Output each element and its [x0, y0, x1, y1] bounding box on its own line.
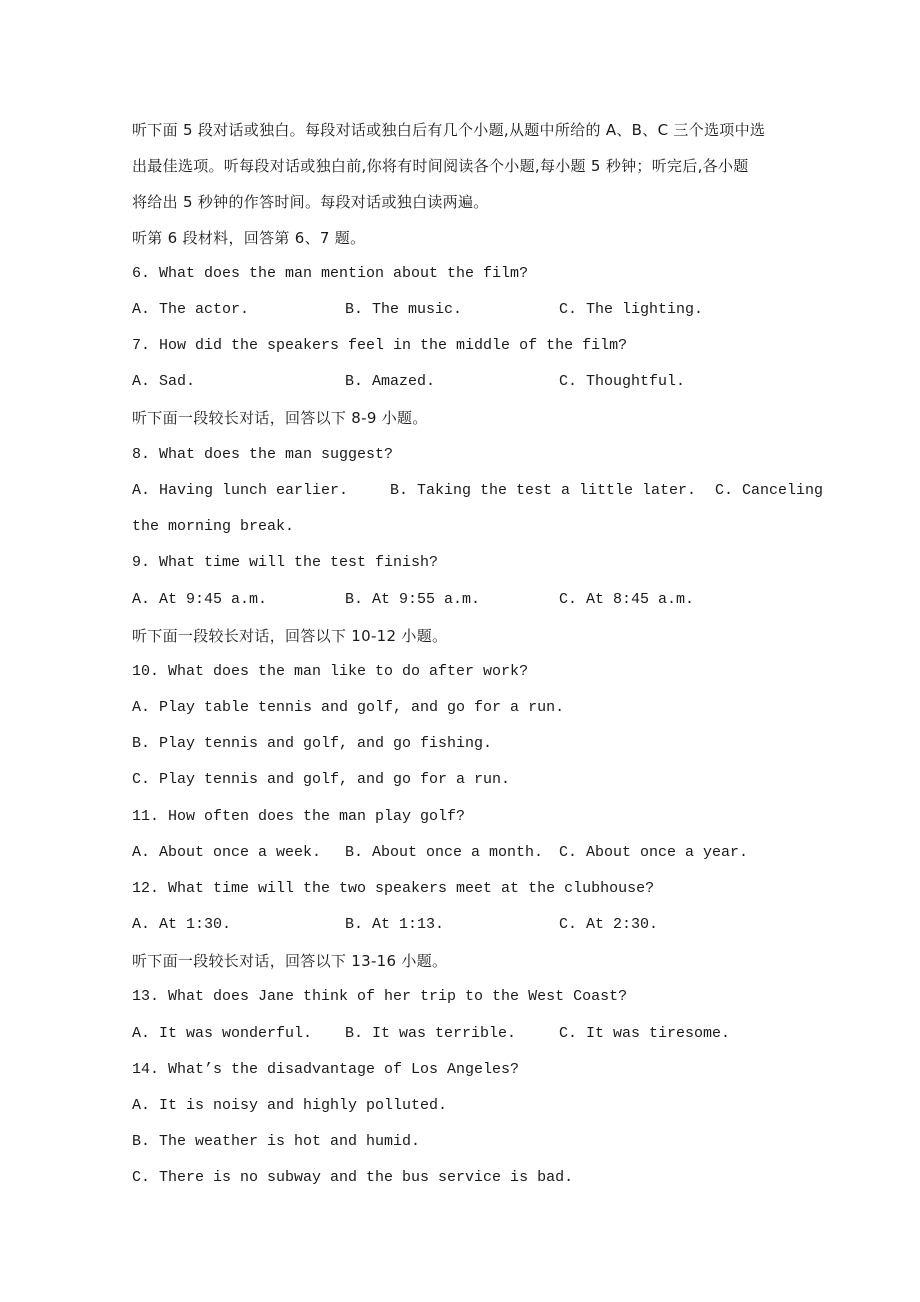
- question-7-option-a: A. Sad.: [132, 373, 196, 390]
- question-8-option-c-continued: the morning break.: [132, 518, 295, 535]
- question-13-option-a: A. It was wonderful.: [132, 1025, 313, 1042]
- question-12: 12. What time will the two speakers meet at the clubhouse?: [132, 880, 655, 897]
- question-14-option-c: C. There is no subway and the bus service is bad.: [132, 1169, 574, 1186]
- question-11-option-c: C. About once a year.: [559, 844, 749, 861]
- question-12-option-a: A. At 1:30.: [132, 916, 232, 933]
- question-6-option-a: A. The actor.: [132, 301, 250, 318]
- question-14-option-b: B. The weather is hot and humid.: [132, 1133, 421, 1150]
- question-14: 14. What’s the disadvantage of Los Angeles?: [132, 1061, 520, 1078]
- question-7: 7. How did the speakers feel in the middle of the film?: [132, 337, 628, 354]
- section-heading-13: 听下面一段较长对话，回答以下 13-16 小题。: [132, 952, 448, 970]
- question-12-option-c: C. At 2:30.: [559, 916, 659, 933]
- question-11: 11. How often does the man play golf?: [132, 808, 466, 825]
- question-11-option-a: A. About once a week.: [132, 844, 322, 861]
- section-heading-8: 听下面一段较长对话，回答以下 8-9 小题。: [132, 409, 428, 427]
- question-8: 8. What does the man suggest?: [132, 446, 394, 463]
- question-11-option-b: B. About once a month.: [345, 844, 544, 861]
- question-13: 13. What does Jane think of her trip to the West Coast?: [132, 988, 628, 1005]
- question-13-option-b: B. It was terrible.: [345, 1025, 517, 1042]
- question-8-option-c: C. Canceling: [715, 482, 824, 499]
- instruction-line-2: 出最佳选项。听每段对话或独白前,你将有时间阅读各个小题,每小题 5 秒钟；听完后,各小题: [132, 157, 749, 175]
- question-9-option-a: A. At 9:45 a.m.: [132, 591, 268, 608]
- question-10-option-c: C. Play tennis and golf, and go for a run.: [132, 771, 511, 788]
- question-9: 9. What time will the test finish?: [132, 554, 439, 571]
- question-9-option-c: C. At 8:45 a.m.: [559, 591, 695, 608]
- question-8-option-b: B. Taking the test a little later.: [390, 482, 697, 499]
- instruction-line-3: 将给出 5 秒钟的作答时间。每段对话或独白读两遍。: [132, 193, 489, 211]
- question-6-option-c: C. The lighting.: [559, 301, 704, 318]
- question-7-option-c: C. Thoughtful.: [559, 373, 686, 390]
- question-6-option-b: B. The music.: [345, 301, 463, 318]
- question-14-option-a: A. It is noisy and highly polluted.: [132, 1097, 448, 1114]
- question-7-option-b: B. Amazed.: [345, 373, 436, 390]
- question-10-option-b: B. Play tennis and golf, and go fishing.: [132, 735, 493, 752]
- section-heading-10: 听下面一段较长对话，回答以下 10-12 小题。: [132, 627, 448, 645]
- question-9-option-b: B. At 9:55 a.m.: [345, 591, 481, 608]
- question-13-option-c: C. It was tiresome.: [559, 1025, 731, 1042]
- question-10: 10. What does the man like to do after work?: [132, 663, 529, 680]
- instruction-line-1: 听下面 5 段对话或独白。每段对话或独白后有几个小题,从题中所给的 A、B、C 三个选项中选: [132, 121, 766, 139]
- question-10-option-a: A. Play table tennis and golf, and go for a run.: [132, 699, 565, 716]
- question-8-option-a: A. Having lunch earlier.: [132, 482, 349, 499]
- question-6: 6. What does the man mention about the film?: [132, 265, 529, 282]
- section-heading-6: 听第 6 段材料，回答第 6、7 题。: [132, 229, 366, 247]
- question-12-option-b: B. At 1:13.: [345, 916, 445, 933]
